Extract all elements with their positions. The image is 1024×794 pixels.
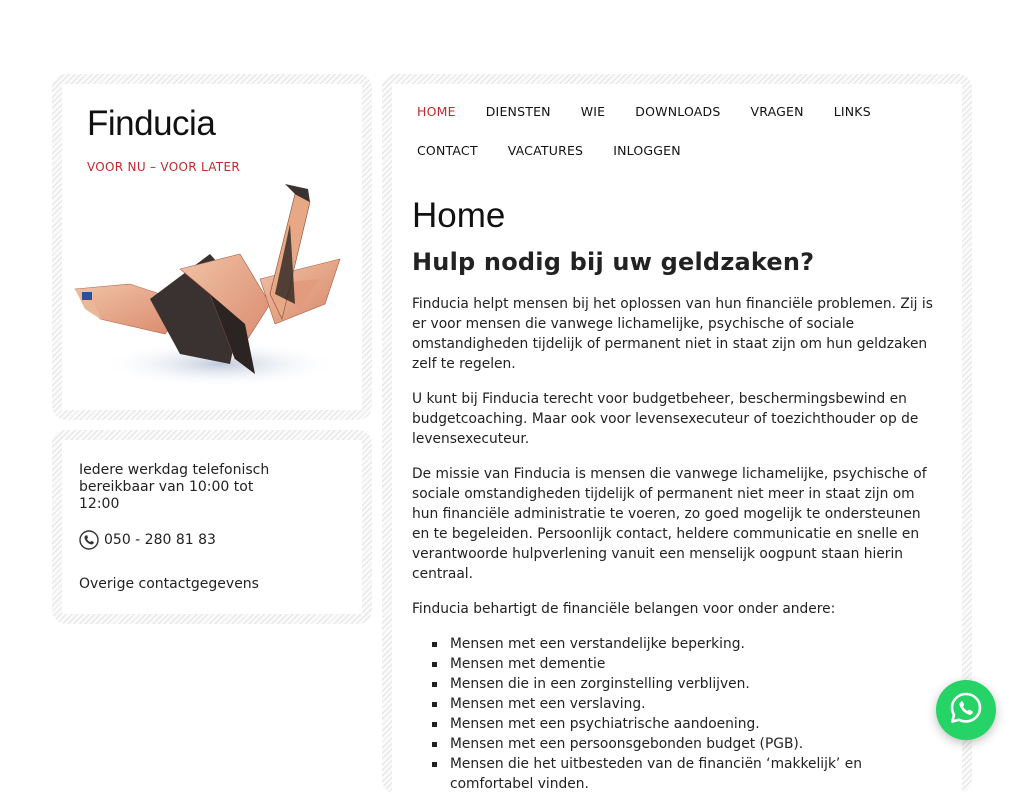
main-navigation [417,104,937,182]
nav-item-inloggen[interactable]: INLOGGEN [613,143,681,158]
nav-item-contact[interactable]: CONTACT [417,143,478,158]
nav-item-vacatures[interactable]: VACATURES [507,143,584,158]
nav-item-vragen[interactable]: VRAGEN [750,104,804,119]
content-heading: Hulp nodig bij uw geldzaken? [412,248,815,276]
nav-item-downloads[interactable]: DOWNLOADS [635,104,721,119]
list-item: Mensen met een psychiatrische aandoening. [432,714,942,734]
site-title[interactable]: Finducia [87,104,216,143]
brand-panel [52,74,372,420]
nav-item-links[interactable]: LINKS [833,104,871,119]
content-paragraph: Finducia helpt mensen bij het oplossen van hun financiële problemen. Zij is er voor mensen die vanwege lichamelijke, psychische of sociale omstandigheden tijdelijk of permanent niet in staat zijn om hun geldzaken zelf te regelen. [412,296,933,372]
nav-item-wie[interactable]: WIE [580,104,606,119]
list-item: Mensen die in een zorginstelling verblijven. [432,674,942,694]
whatsapp-chat-button[interactable] [936,680,996,740]
content-paragraph: Finducia behartigt de financiële belangen voor onder andere: [412,601,836,617]
content-paragraph: U kunt bij Finducia terecht voor budgetbeheer, beschermingsbewind en budgetcoaching. Maar ook voor levensexecuteur of toezichthouder op de levensexecuteur. [412,391,919,447]
nav-item-home[interactable]: HOME [417,104,456,119]
contact-hours: Iedere werkdag telefonisch bereikbaar van 10:00 tot 12:00 [79,462,270,512]
list-item: Mensen met een verstandelijke beperking. [432,634,942,654]
whatsapp-icon [949,691,983,729]
list-item: Mensen met dementie [432,654,942,674]
target-group-list [412,634,942,794]
contact-panel [52,430,372,624]
brand-panel-inner [62,84,362,410]
contact-details-link[interactable]: Overige contactgegevens [79,576,259,592]
phone-icon [79,530,99,550]
list-item: Mensen die het uitbesteden van de financiën ‘makkelijk’ en comfortabel vinden. [432,754,942,794]
phone-number[interactable]: 050 - 280 81 83 [104,532,216,548]
contact-panel-inner [62,440,362,614]
contact-phone[interactable] [79,530,216,550]
page-title: Home [412,196,506,235]
nav-row [417,104,937,143]
list-item: Mensen met een verslaving. [432,694,942,714]
content-paragraph: De missie van Finducia is mensen die vanwege lichamelijke, psychische of sociale omstandigheden tijdelijk of permanent niet meer in staat zijn om hun financiële administratie te voeren, zo goed mogelijk te ondersteunen en te begeleiden. Persoonlijk contact, heldere communicatie en snelle en verantwoorde hulpverlening vanuit een menselijk oogpunt staan hierin centraal. [412,466,927,582]
main-panel [382,74,972,794]
main-panel-inner [392,84,962,794]
origami-crane-image [70,184,350,399]
nav-row [417,143,937,182]
page-content [412,248,942,794]
site-tagline: VOOR NU – VOOR LATER [87,160,240,174]
nav-item-diensten[interactable]: DIENSTEN [485,104,551,119]
list-item: Mensen met een persoonsgebonden budget (PGB). [432,734,942,754]
